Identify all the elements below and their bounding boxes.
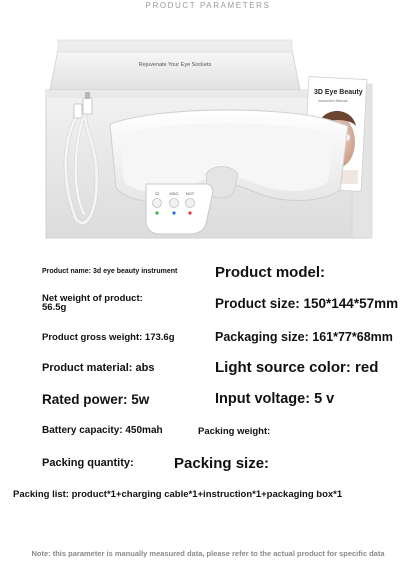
page-header: PRODUCT PARAMETERS (145, 1, 271, 10)
product-illustration (0, 14, 416, 252)
spec-rated-power: Rated power: 5w (42, 392, 150, 407)
hot-label: HOT (185, 191, 195, 196)
msg-button (170, 199, 179, 208)
spec-gross-weight: Product gross weight: 173.6g (42, 332, 175, 343)
packaging-box-lid (50, 40, 300, 90)
spec-input-voltage: Input voltage: 5 v (215, 391, 335, 407)
spec-net-weight (42, 294, 143, 312)
booklet-title: 3D Eye Beauty (314, 89, 363, 96)
blue-led (172, 211, 175, 214)
spec-packaging-size: Packaging size: 161*77*68mm (215, 330, 393, 344)
box-lid-text: Rejuvenate Your Eye Sockets (138, 62, 212, 68)
red-led (188, 211, 191, 214)
msg-label: MSG (169, 191, 179, 196)
product-photo (0, 14, 416, 252)
footnote: Note: this parameter is manually measured data, please refer to the actual product for specific data (31, 549, 385, 558)
spec-packing-list: Packing list: product*1+charging cable*1+instruction*1+packaging box*1 (13, 489, 343, 500)
net-weight-label: Net weight of product: (42, 293, 143, 304)
spec-packing-quantity: Packing quantity: (42, 457, 134, 469)
hot-button (186, 199, 195, 208)
power-label: ⏻ (155, 191, 159, 196)
spec-battery: Battery capacity: 450mah (42, 425, 163, 436)
spec-product-name: Product name: 3d eye beauty instrument (42, 268, 178, 275)
net-weight-value: 56.5g (42, 302, 67, 313)
spec-product-model: Product model: (215, 264, 326, 281)
green-led (155, 211, 158, 214)
booklet-subtitle: Instruction Manual (318, 99, 348, 103)
power-button (153, 199, 162, 208)
spec-material: Product material: abs (42, 362, 155, 374)
spec-light-color: Light source color: red (215, 359, 379, 376)
spec-packing-size: Packing size: (174, 455, 270, 472)
spec-packing-weight: Packing weight: (198, 426, 271, 437)
spec-product-size: Product size: 150*144*57mm (215, 296, 399, 311)
